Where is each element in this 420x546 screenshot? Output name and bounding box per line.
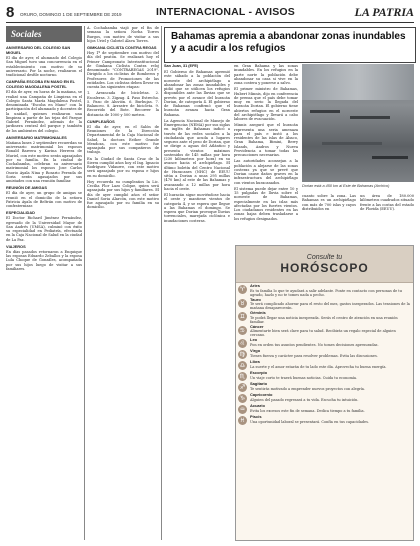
sign-text [250,393,411,403]
social-paragraph: En la Ciudad de Santa Cruz de la Sierra cumplió años hoy el Ing. Ignacio Rodríguez Vidaurre, con este motivo será agasajado por su esposa e hijos en su domicilio. [87,156,159,178]
newspaper-logo: LA PATRIA [354,5,414,19]
horoscope-sign [236,403,413,414]
social-heading: ANIVERSARIO MATRIMONIALES [6,134,67,140]
photo-sky [302,64,414,100]
sign-text [250,415,411,425]
horoscope-banner [236,246,413,283]
photo-roof [350,116,390,119]
social-paragraph: El día de ayer, en horas de la mañana, se realizó una Campaña de Limpieza en el Colegio Santa María Magdalena Postel, denominada "Escoba en Mano" con la participación del alumnado y docentes de la unidad, quienes realizaron una limpieza a partir de las tejas del Parque Gabriel Fernández, además de la jardinera central del parque y también de los ambientes del colegio. [6,90,82,133]
photo-roof [310,110,340,113]
zodiac-icon: ♉ [239,299,246,307]
article-byline: San Juan, 31 (EFE) [164,64,199,68]
sign-text [250,360,411,370]
sign-name: Cáncer [250,323,264,329]
sign-description: Te será complicado ahorrar para el resto del mes, gastos inesperados. Las tensiones de la mañana desaparecerán. [250,302,410,311]
article-paragraph: cuanto sobre la zona. Las Bahamas es un archipiélago con más de 700 islas y cayos distribuidos en [302,194,356,211]
column-divider [161,26,162,540]
social-paragraph: Hoy recuerda su cumpleaños la Lic. Cecilia Flor Lazo Colque, quien será agasajada por sus hijos y familiares. El día de ayer cumplió años el señor Daniel Soria Alarcón, con este motivo fue agasajado por su familia en su domicilio. [87,179,159,210]
horoscope-sign [236,324,413,338]
social-paragraph: Mañana lunes 2 septiembre recuerdan su aniversario matrimonial los esposos Ronald Barrera y Karina Herrera de Muriel, con este motivo serán agasajados por su familia. En la ciudad de Cochabamba, celebran su aniversario matrimonial los esposos Jose Carlos Osorio Ayala Nina y Rosario Ferrada de Soria serán agasajados por sus amistades con una reunión familiar. [6,140,82,183]
photo-roof [372,156,408,159]
social-heading: VIAJEROS [6,243,26,249]
horoscope-sign [236,381,413,392]
sign-description: Es tu familia lo que te ayudará a salir adelante. Ponte en contacto con personas de tu agrado, hazlo y no te tomes nada a pecho. [250,288,402,297]
zodiac-icon: ♓ [239,417,246,425]
sociales-column-2 [87,26,159,540]
sign-text [250,404,411,414]
sign-text [250,311,411,324]
sign-name: Sagitario [250,381,268,387]
article-paragraph: Minnis aseguró que el huracán representa una seria amenaza para el país e instó a los residentes de las islas de Ábaco, Gran Bahama, Bimini, Berry Islands, Andros y Nueva Providencia a tomar todas las precauciones necesarias. [234,123,298,157]
sign-description: Alimentarte bien será clave para tu salud. Recibirás un regalo especial de alguien cercano. [250,329,396,338]
sign-description: Evita los excesos este fin de semana. Dedica tiempo a tu familia. [250,408,365,413]
sign-name: Piscis [250,414,262,420]
social-paragraph: El Doctor Richard Jiménez Fernández, egresado de la Universidad Mayor de San Andrés (UMSA), culminó con éxito su especialidad en Pediatría, efectuada en la Caja Nacional de Salud en la ciudad de La Paz. [6,216,82,242]
sociales-banner: Sociales [6,26,82,42]
sociales-column-1 [6,26,82,540]
social-paragraph: El día de ayer, un grupo de amigas se reunió en el domicilio de la señora Patricia Ayala de Beltrán con motivo de confraternizar. [6,191,82,208]
sign-text [250,325,411,338]
sign-name: Géminis [250,310,266,316]
sign-name: Virgo [250,348,261,354]
social-paragraph: A. Cochabamba viajó por el fin de semana la señora Norha Torres Burgos, con motivo de visitar a sus hijos Uriel y Gabriel Álava Torres. [87,26,159,43]
sign-description: Te podrá llegar una noticia inesperada. Serás el centro de atención en una reunión familiar. [250,315,398,324]
article-paragraph: en Gran Bahama y las zonas inundables. En los refugios en la parte norte la población debe abandonar su casa si vive en la zona costera y ponerse a salvo. [234,64,298,85]
sign-text [250,298,411,311]
article-paragraph: El huracán sigue moviéndose hacia el oeste y mantiene vientos de categoría 4, y se espera que llegue a las Bahamas el domingo. Se espera que Dorian provoque lluvias torrenciales, marejada ciclónica e inundaciones costeras. [164,193,230,223]
zodiac-icon: ♍ [239,351,246,359]
sign-text [250,338,411,348]
zodiac-icon: ♑ [239,395,246,403]
column-divider [84,26,85,540]
horoscope-sign [236,348,413,359]
sign-description: La suerte y el amor estarán de tu lado este día. Aprovecha tu buena energía. [250,364,387,369]
photo-caption: Dorian está a 450 km al Este de Bahamas (Archivo) [302,184,390,188]
horoscope-sign [236,283,413,297]
social-paragraph: 1. Arrancada de bicicletas. 2. Escaleras. 3. Zigzag. 4. Paso Estrecho. 5. Paso de Aluvión. 6. Burbujas. 7. Balanceo. 8. Arrastre de bicicleta. 9. Recorrido del Bote. Recorrer la distancia de 1000 y 500 metros. [87,91,159,117]
sign-description: Pon en orden tus asuntos pendientes. No tomes decisiones apresuradas. [250,342,379,347]
social-paragraph: El día de ayer, en el Salón de Reuniones de la Dirección Departamental de la Caja Nacional de Salud, la doctora Esther Grande Mendoza, con este motivo fue agasajada por sus compañeros de trabajo. [87,124,159,155]
sign-text [250,371,411,381]
horoscope-sign [236,337,413,348]
sign-name: Escorpio [250,370,268,376]
sign-text [250,284,411,297]
social-heading: CAMPAÑA ESCOBA EN MANO EN EL COLEGIO MAGDALENA POSTEL [6,79,75,90]
article-paragraph: un área de 180.000 kilómetros cuadrados situado frente a las costas del estado de Florida (EEUU). [360,194,414,211]
sign-text [250,382,411,392]
horoscope-subtitle: Consulte tu [306,253,343,261]
zodiac-icon: ♌ [239,340,246,348]
page-header [6,4,414,23]
horoscope-sign [236,392,413,403]
zodiac-icon: ♋ [239,326,246,334]
social-heading: ESPECIALIDAD [6,210,35,216]
horoscope-sign [236,359,413,370]
sign-name: Libra [250,359,260,365]
horoscope-sign [236,370,413,381]
sign-description: Te sentirás motivado a emprender nuevos proyectos con alegría. [250,386,365,391]
social-paragraph: Hoy 1º de septiembre con motivo del día del peatón. Se realizará hoy el Primer Campeonato Interinstitucional de Gimkana Ciclista Contra reloj denominado "CONTRAREGAS 2019". Dirigido a los ciclistas de Bomberos y Profesores de Promociones de las entidades. Los ciclistas deben llevar en cuenta las siguientes etapas: [87,51,159,89]
social-heading: CUMPLEAÑOS [87,118,115,124]
social-heading: REUNIÓN DE AMIGAS [6,185,47,191]
zodiac-icon: ♊ [239,313,246,321]
sign-text [250,349,411,359]
sign-name: Acuario [250,403,265,409]
zodiac-icon: ♈ [239,286,246,293]
flood-photo [302,64,414,182]
horoscope-box [235,245,414,541]
sign-name: Capricornio [250,392,273,398]
social-paragraph: En días pasados retornaron a Enquique las esposas Eduardo Zeballos y la esposa Lula Choque de Gonzáles, acompañada por sus hijos luego de visitar a sus familiares. [6,249,82,271]
sign-name: Tauro [250,296,261,302]
social-paragraph: El día de ayer, el alumnado del Colegio San Miguel tuvo una concurrencia en el establecimiento con motivo de su aniversario. Por la noche, realizaron el tradicional desfile nocturno. [6,56,82,77]
article-paragraph: El sistema puede dejar entre 10 y 15 pulgadas de lluvia sobre el noroeste de Bahamas, especialmente en las islas más afectadas por los fuertes vientos. Los ciudadanos residentes en las zonas bajas deben trasladarse a los refugios designados. [234,186,298,221]
article-paragraph: El Gobierno de Bahamas apremió este sábado a la población del noroeste del archipiélago a abandonar las zonas inundables y pidió que se utilicen los refugios disponibles ante las lluvias que se prevén por el avance del huracán Dorian, de categoría 4. El gobierno de Bahamas confirmó que el huracán avanza hacia Gran Bahama. [164,70,230,117]
article-column-3 [302,194,414,230]
sign-description: Alguien del pasado regresará a tu vida. Escucha tu intuición. [250,397,359,402]
sign-description: Tienes fuerza y carácter para resolver problemas. Evita las discusiones. [250,353,378,358]
page-date: ORURO, DOMINGO 1 DE SEPTIEMBRE DE 2019 [20,12,122,17]
article-headline: Bahamas apremia a abandonar zonas inundables y a acudir a los refugios [171,31,406,54]
article-paragraph: El primer ministro de Bahamas, Hubert Minnis, dijo en conferencia de prensa que el país debe tomar muy en serio la llegada del huracán Dorian. El gobierno tiene abiertos refugios en el noroeste del archipiélago y llevará a cabo labores de evacuación. [234,87,298,121]
photo-roof [322,142,382,145]
sign-name: Aries [250,283,261,288]
zodiac-icon: ♎ [239,362,246,370]
horoscope-sign [236,414,413,425]
zodiac-icon: ♒ [239,406,246,414]
zodiac-icon: ♏ [239,373,246,381]
sign-description: Un viaje corto te traerá buenas noticias. Cuida tu economía. [250,375,358,380]
article-column-1 [164,64,230,540]
section-title: INTERNACIONAL - AVISOS [156,6,295,18]
article-paragraph: Las autoridades aconsejan a la población a alejarse de las zonas costeras ya que se prevé que Dorian cause daños graves en la infraestructura del archipiélago con vientos huracanados. [234,159,298,185]
page-number: 8 [6,4,15,21]
sign-name: Leo [250,337,258,343]
horoscope-title: HORÓSCOPO [280,260,369,275]
horoscope-sign [236,310,413,324]
social-heading: ANIVERSARIO DEL COLEGIO SAN MIGUEL [6,45,71,55]
zodiac-icon: ♐ [239,384,246,392]
headline-box [164,27,416,63]
social-heading: GIMKANA CICLISTA CONTRA REGAS [87,45,157,50]
sign-description: Una oportunidad laboral se presentará. Confía en tus capacidades. [250,419,370,424]
horoscope-sign [236,297,413,311]
article-paragraph: La Agencia Nacional de Manejo de Emergencias (NEMA) por sus siglas en inglés de Bahamas indicó a través de las redes sociales a la ciudadanía que acuda a lugares seguros ante el peso de Dorian, que se dirige a aguas del Atlántico y presenta vientos máximos sostenidos de 145 millas por hora (230 kilómetros por hora) en su avance hacia el archipiélago. El último boletín del Centro Nacional de Huracanes (NHC) de EEUU sitúa a Dorian a unas 295 millas (470 km) al este de las Bahamas y avanzando a 12 millas por hora hacia el oeste. [164,118,230,191]
